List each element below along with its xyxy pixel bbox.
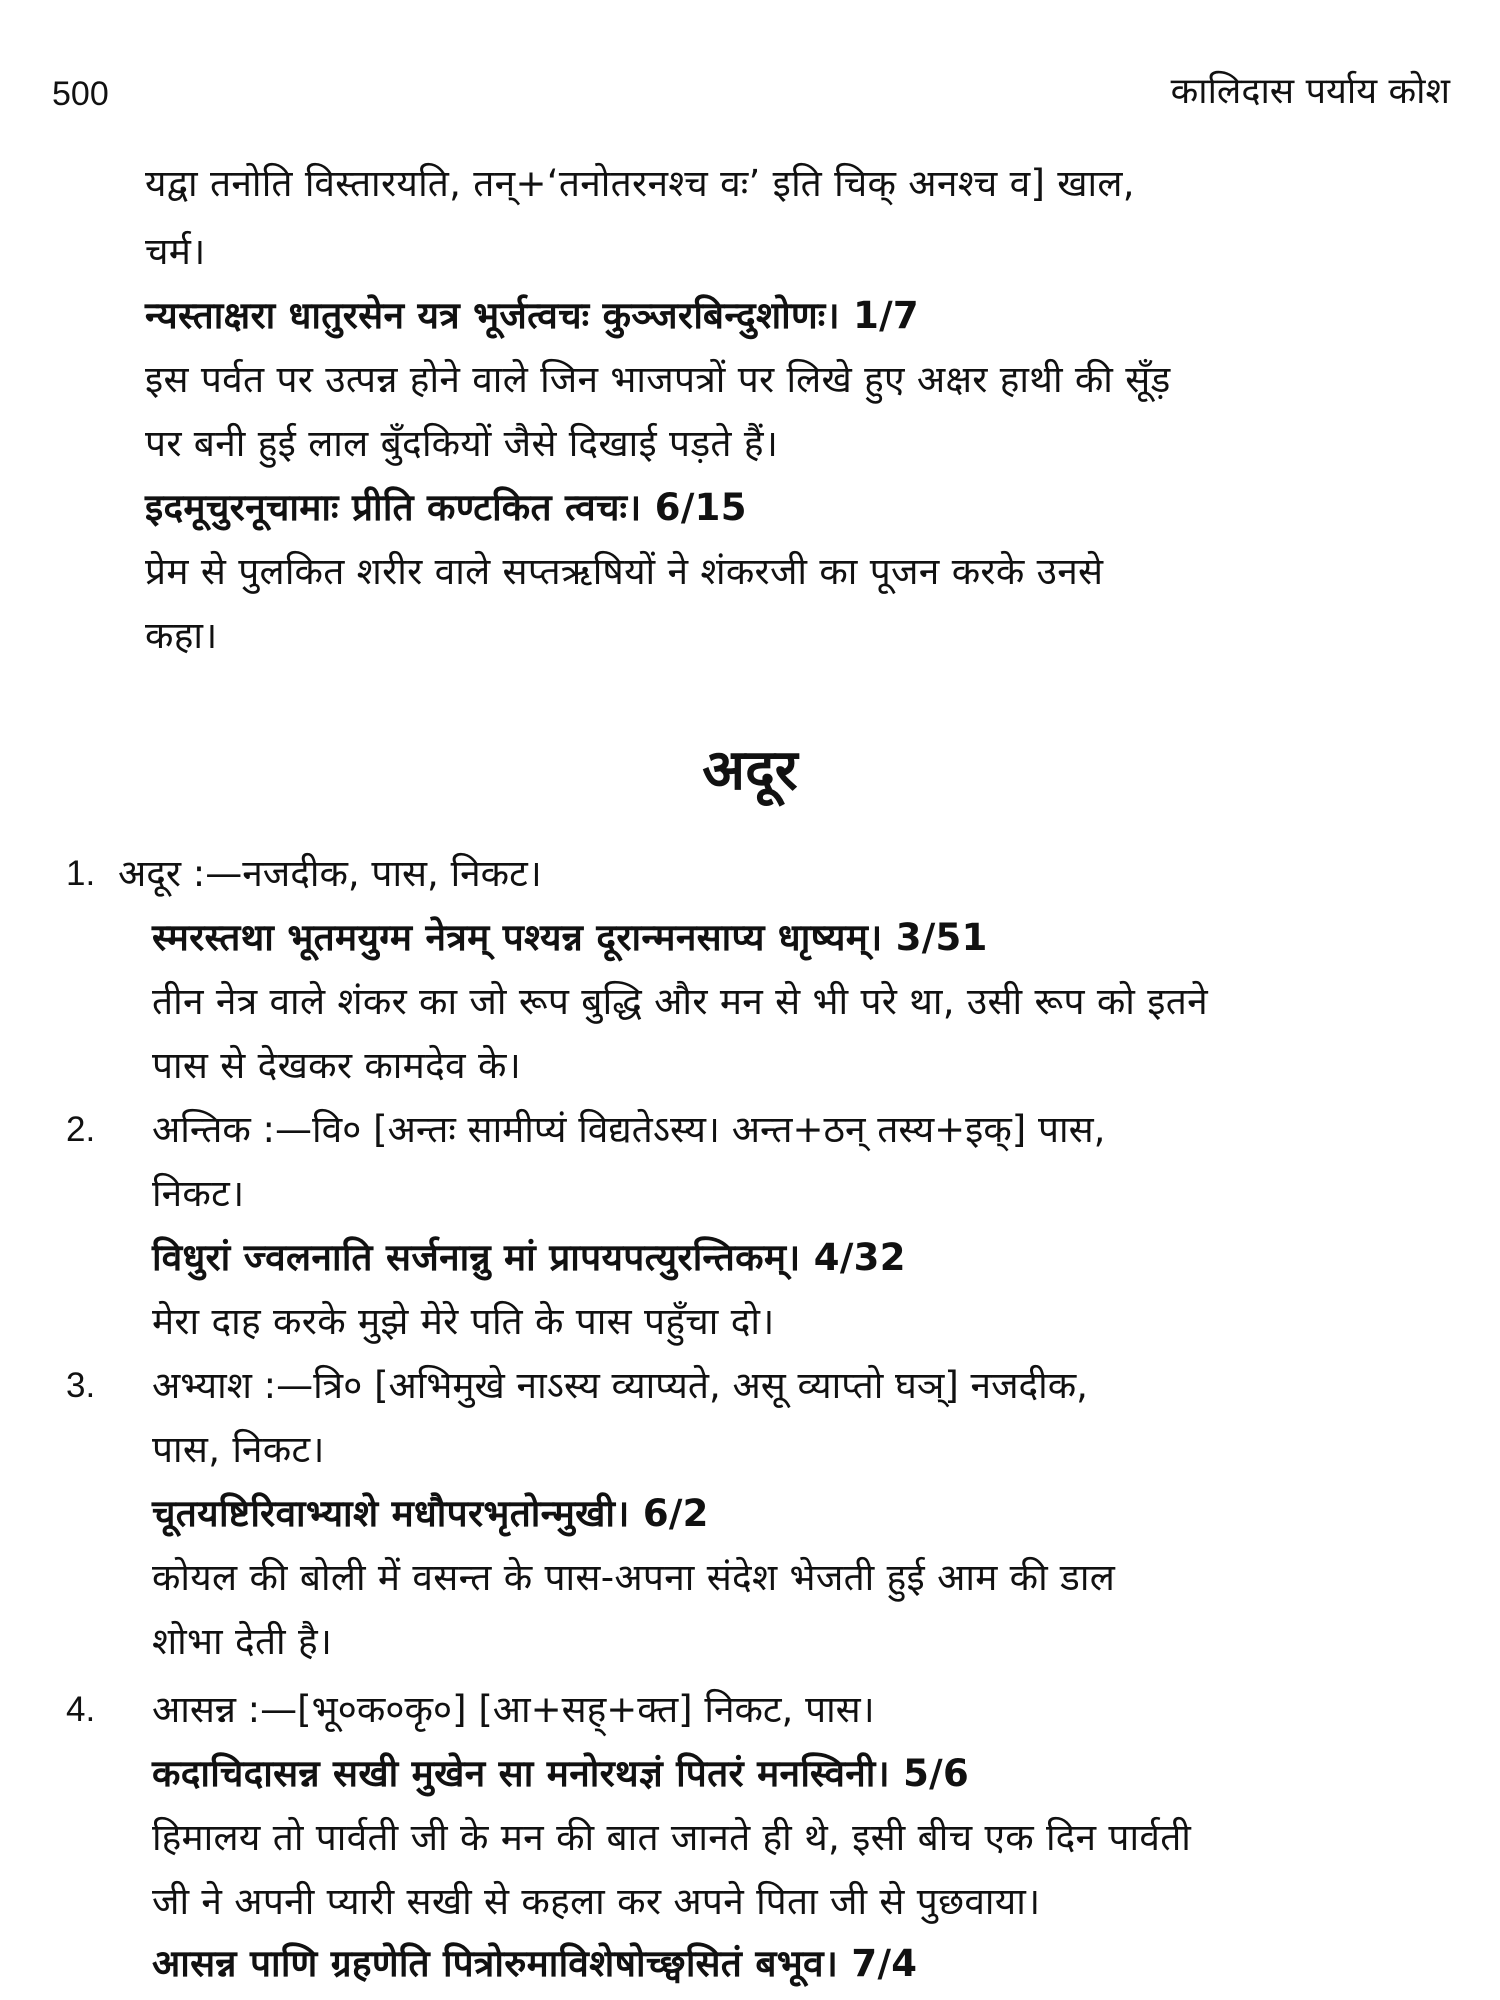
sanskrit-quote: कदाचिदासन्न सखी मुखेन सा मनोरथज्ञं पितरं मनस्विनी। 5/6: [152, 1752, 970, 1795]
page-number: 500: [52, 75, 109, 113]
sanskrit-quote: चूतयष्टिरिवाभ्याशे मधौपरभृतोन्मुखी। 6/2: [152, 1492, 709, 1535]
translation-line: शोभा देती है।: [152, 1620, 333, 1663]
continuation-line: यद्वा तनोति विस्तारयति, तन्+‘तनोतरनश्च वः’ इति चिक् अनश्च व] खाल,: [145, 162, 1135, 205]
translation-line: कोयल की बोली में वसन्त के पास-अपना संदेश भेजती हुई आम की डाल: [152, 1556, 1116, 1599]
section-heading: अदूर: [702, 738, 798, 803]
translation-line: मेरा दाह करके मुझे मेरे पति के पास पहुँचा दो।: [152, 1300, 775, 1343]
translation-line: तीन नेत्र वाले शंकर का जो रूप बुद्धि और मन से भी परे था, उसी रूप को इतने: [152, 980, 1208, 1023]
entry-term: अन्तिक :—वि० [अन्तः सामीप्यं विद्यतेऽस्य। अन्त+ठन् तस्य+इक्] पास,: [152, 1108, 1106, 1151]
entry-number: 1.: [66, 854, 96, 893]
sanskrit-quote: आसन्न पाणि ग्रहणेति पित्रोरुमाविशेषोच्छ्वसितं बभूव। 7/4: [152, 1942, 918, 1985]
translation-line: कहा।: [145, 614, 218, 657]
entry-term-continued: निकट।: [152, 1172, 245, 1215]
entry-number: 2.: [66, 1110, 96, 1149]
continuation-line: चर्म।: [145, 230, 206, 273]
translation-line: पर बनी हुई लाल बुँदकियों जैसे दिखाई पड़ते हैं।: [145, 422, 779, 465]
translation-line: प्रेम से पुलकित शरीर वाले सप्तऋषियों ने शंकरजी का पूजन करके उनसे: [145, 550, 1104, 593]
entry-term: अदूर :—नजदीक, पास, निकट।: [118, 852, 542, 895]
entry-number: 4.: [66, 1690, 96, 1729]
translation-line: पास से देखकर कामदेव के।: [152, 1044, 522, 1087]
entry-number: 3.: [66, 1366, 96, 1405]
translation-line: इस पर्वत पर उत्पन्न होने वाले जिन भाजपत्रों पर लिखे हुए अक्षर हाथी की सूँड़: [145, 358, 1171, 401]
sanskrit-quote: स्मरस्तथा भूतमयुग्म नेत्रम् पश्यन्न दूरान्मनसाप्य धाृष्यम्। 3/51: [152, 916, 988, 959]
entry-term: आसन्न :—[भू०क०कृ०] [आ+सह्+क्त] निकट, पास।: [152, 1688, 875, 1731]
sanskrit-quote: न्यस्ताक्षरा धातुरसेन यत्र भूर्जत्वचः कुञ्जरबिन्दुशोणः। 1/7: [145, 294, 919, 337]
sanskrit-quote: इदमूचुरनूचामाः प्रीति कण्टकित त्वचः। 6/15: [145, 486, 747, 529]
running-title: कालिदास पर्याय कोश: [1170, 71, 1450, 112]
translation-line: हिमालय तो पार्वती जी के मन की बात जानते ही थे, इसी बीच एक दिन पार्वती: [152, 1816, 1192, 1859]
sanskrit-quote: विधुरां ज्वलनाति सर्जनान्नु मां प्रापयपत्युरन्तिकम्। 4/32: [152, 1236, 906, 1279]
translation-line: जी ने अपनी प्यारी सखी से कहला कर अपने पिता जी से पुछवाया।: [152, 1880, 1041, 1923]
entry-term-continued: पास, निकट।: [152, 1428, 325, 1471]
entry-term: अभ्याश :—त्रि० [अभिमुखे नाऽस्य व्याप्यते, असू व्याप्तो घञ्] नजदीक,: [152, 1364, 1088, 1407]
